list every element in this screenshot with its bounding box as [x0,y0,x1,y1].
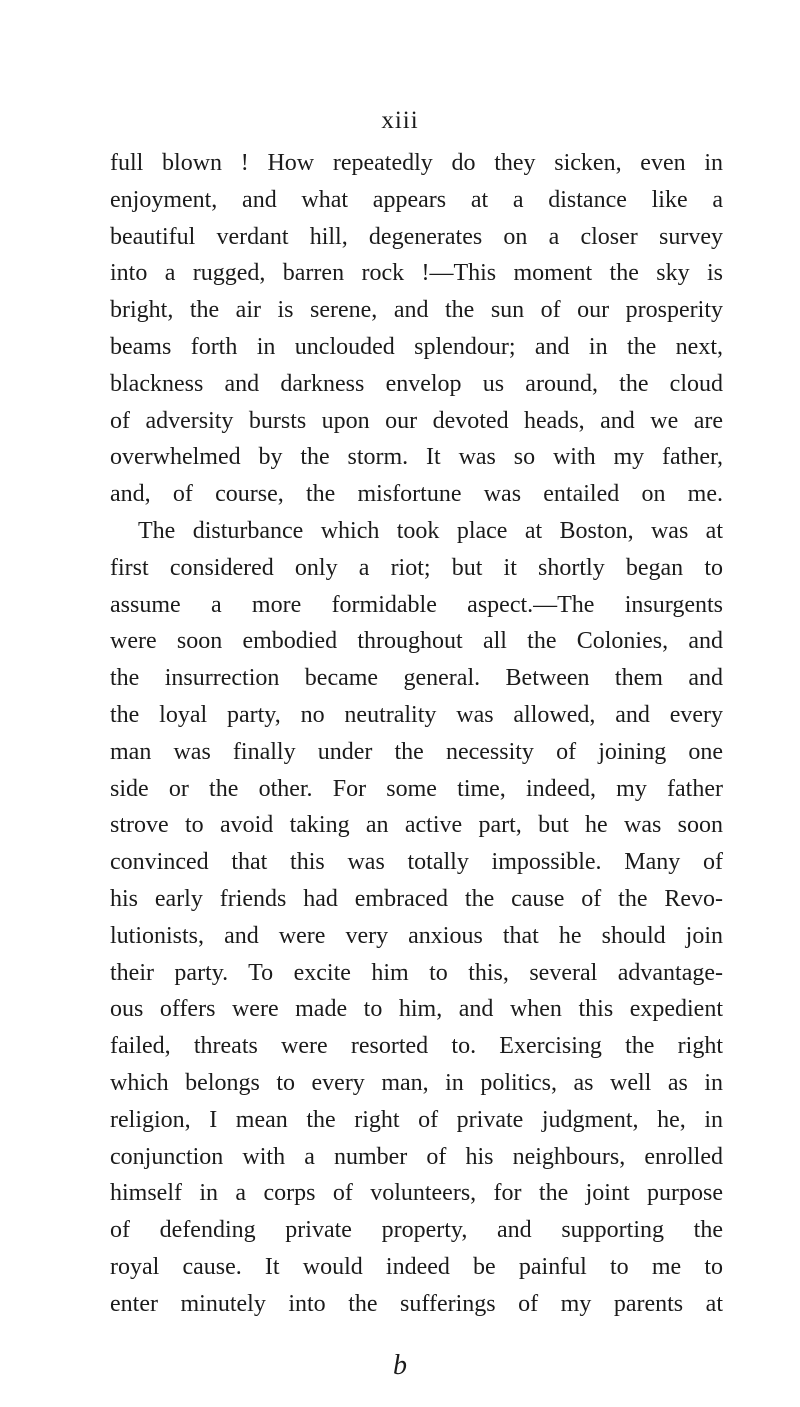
text-line: his early friends had embraced the cause of the Revo- [110,885,723,912]
text-line: ous offers were made to him, and when this expedient [110,996,723,1023]
text-line: blackness and darkness envelop us around, the cloud [110,370,723,397]
text-line: conjunction with a number of his neighbours, enrolled [110,1143,723,1170]
text-line: beams forth in unclouded splendour; and in the next, [110,333,723,360]
text-line: which belongs to every man, in politics, as well as in [110,1069,723,1096]
text-line: were soon embodied throughout all the Colonies, and [110,628,723,655]
text-line: side or the other. For some time, indeed, my father [110,775,723,802]
text-line: religion, I mean the right of private judgment, he, in [110,1106,723,1133]
signature-mark: b [393,1350,407,1381]
text-line: first considered only a riot; but it shortly began to [110,554,723,581]
text-line: of adversity bursts upon our devoted heads, and we are [110,407,723,434]
text-line: bright, the air is serene, and the sun of our prosperity [110,297,723,324]
text-line: into a rugged, barren rock !—This moment the sky is [110,260,723,287]
body-text [110,145,723,1323]
text-line: The disturbance which took place at Boston, was at [138,517,723,544]
text-line: enter minutely into the sufferings of my parents at [110,1290,723,1317]
text-line: royal cause. It would indeed be painful to me to [110,1253,723,1280]
text-line: enjoyment, and what appears at a distance like a [110,186,723,213]
text-line: the loyal party, no neutrality was allowed, and every [110,701,723,728]
text-line: himself in a corps of volunteers, for the joint purpose [110,1180,723,1207]
text-line: full blown ! How repeatedly do they sicken, even in [110,150,723,176]
text-line: the insurrection became general. Between them and [110,665,723,692]
text-line: convinced that this was totally impossible. Many of [110,849,723,876]
text-line: man was finally under the necessity of joining one [110,738,723,765]
text-line: strove to avoid taking an active part, but he was soon [110,812,723,839]
text-line: overwhelmed by the storm. It was so with my father, [110,444,723,471]
text-line: their party. To excite him to this, several advantage- [110,959,723,986]
text-line: assume a more formidable aspect.—The insurgents [110,591,723,618]
text-line: beautiful verdant hill, degenerates on a closer survey [110,223,723,250]
text-line: failed, threats were resorted to. Exercising the right [110,1033,723,1060]
text-line: of defending private property, and supporting the [110,1217,723,1244]
text-line: and, of course, the misfortune was entailed on me. [110,481,723,508]
page-number: xiii [381,107,419,134]
text-line: lutionists, and were very anxious that he should join [110,922,723,949]
